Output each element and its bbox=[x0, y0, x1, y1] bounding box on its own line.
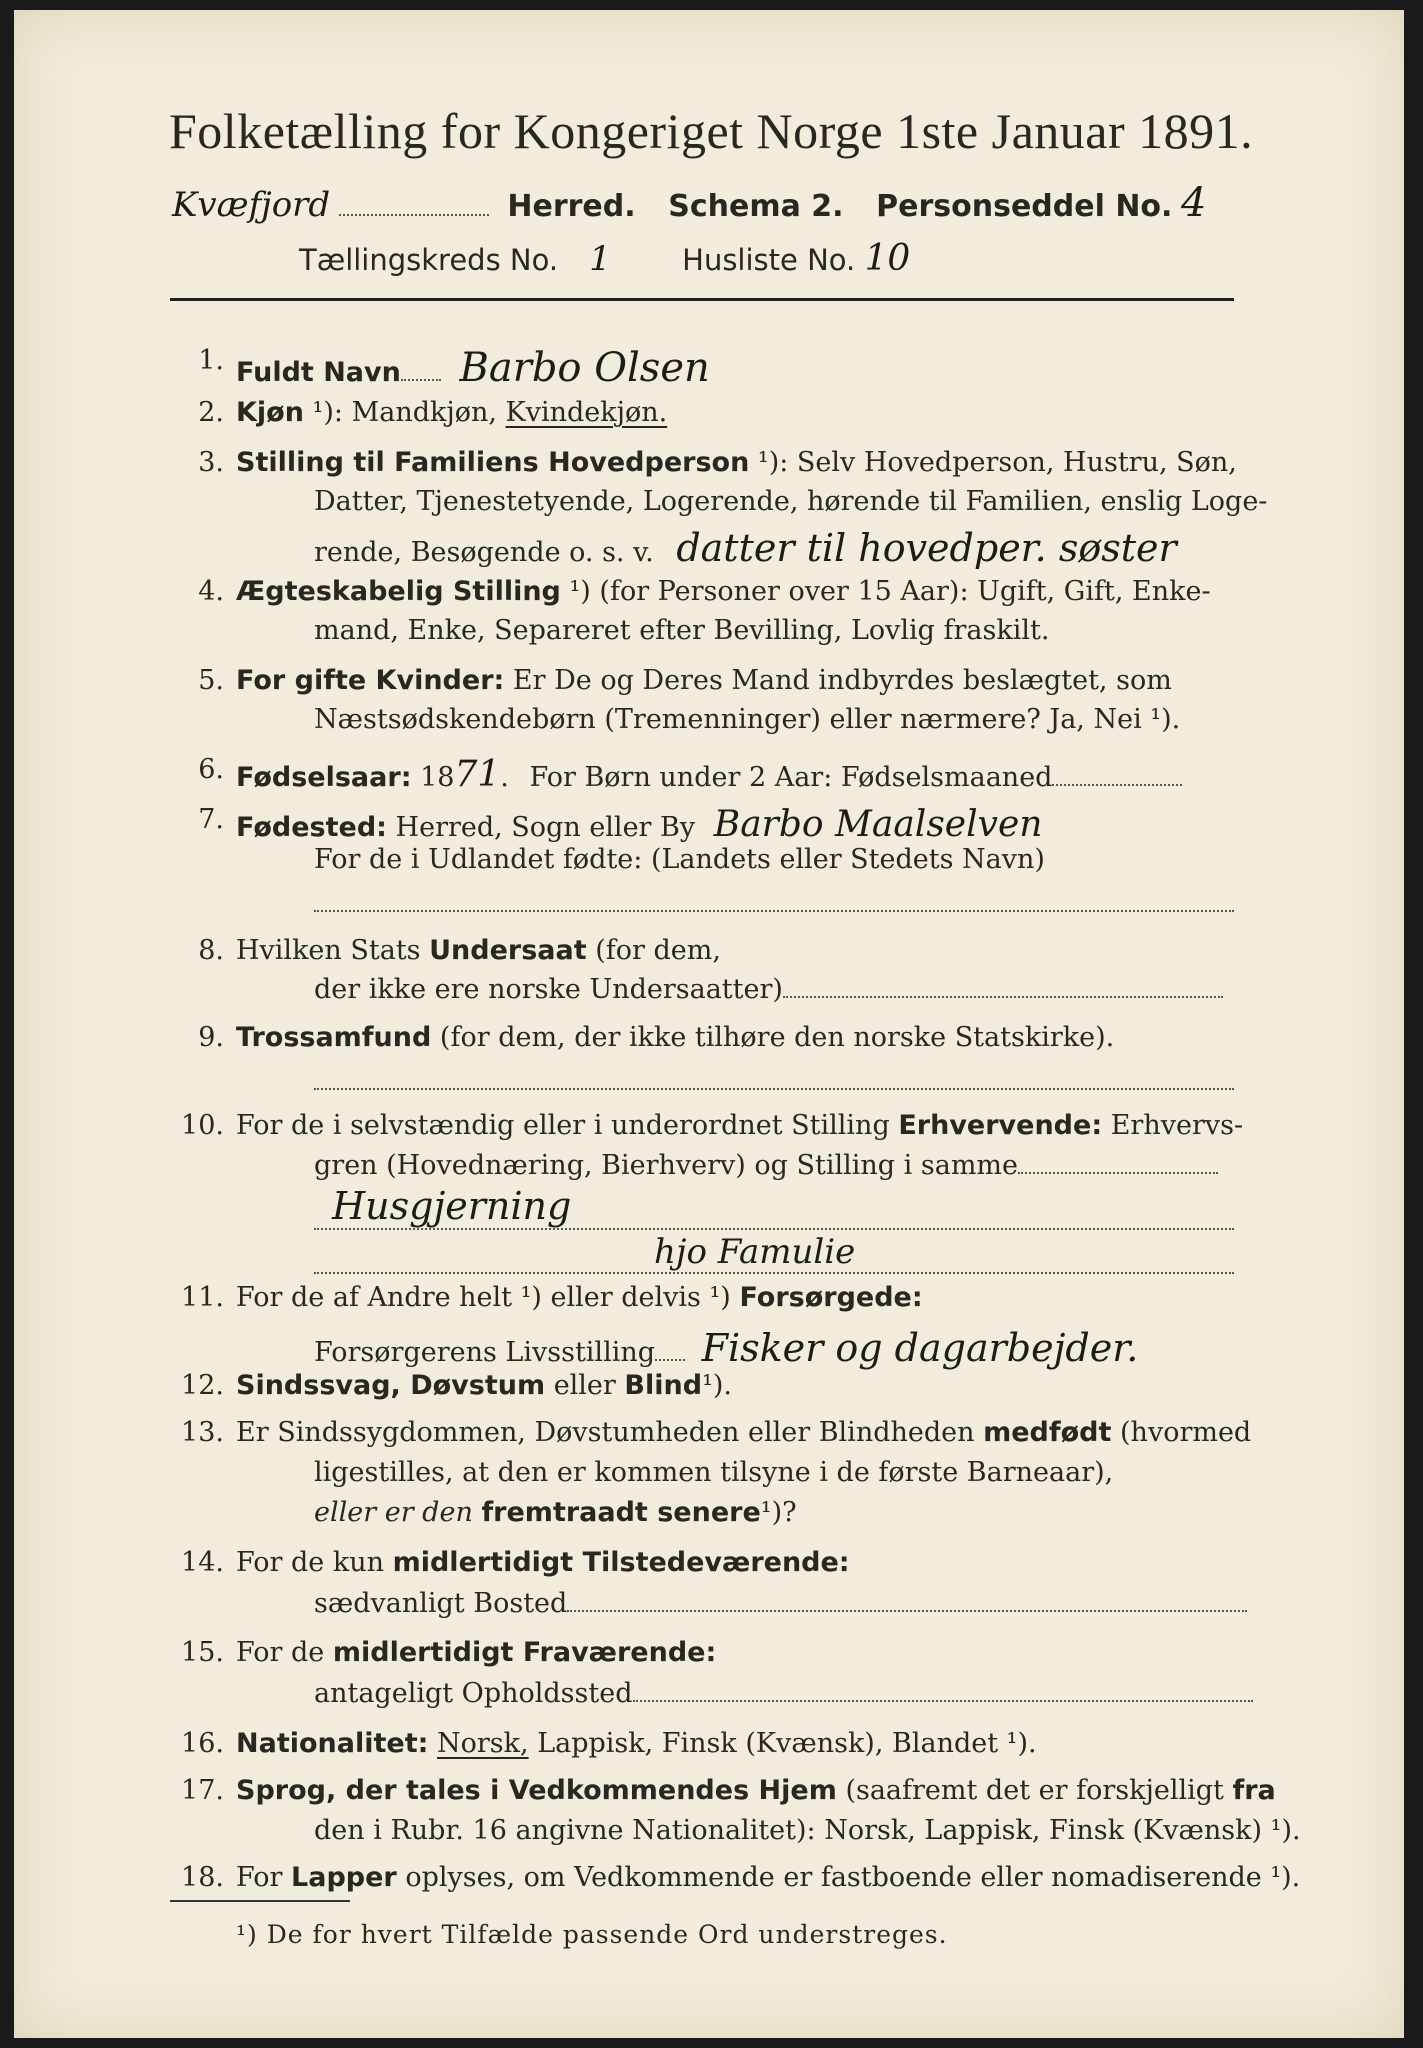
schema-label: Schema 2. bbox=[668, 189, 844, 224]
item-supported-line2 bbox=[314, 1326, 1138, 1370]
item-text: antageligt Opholdssted bbox=[314, 1678, 633, 1709]
item-nationality bbox=[236, 1728, 1037, 1759]
item-text: Hvilken Stats bbox=[236, 935, 421, 966]
answer-dotline bbox=[314, 1088, 1234, 1090]
item-number: 6. bbox=[198, 754, 224, 785]
item-sex: Kjøn ¹): Mandkjøn, Kvindekjøn. bbox=[236, 397, 668, 428]
item-married-women bbox=[236, 665, 1172, 696]
item-number: 4. bbox=[198, 576, 224, 607]
item-number: 7. bbox=[198, 804, 224, 835]
item-position: Stilling til Familiens Hovedperson ¹): Selv Hovedperson, Hustru, Søn, bbox=[236, 447, 1237, 478]
item-text: sædvanligt Bosted bbox=[314, 1588, 568, 1619]
census-form bbox=[14, 10, 1404, 2038]
item-occupation bbox=[236, 1110, 1243, 1141]
item-number: 5. bbox=[198, 665, 224, 696]
item-text: ¹). bbox=[702, 1370, 733, 1401]
item-marital: Ægteskabelig Stilling ¹) (for Personer over 15 Aar): Ugift, Gift, Enke- bbox=[236, 576, 1211, 607]
item-text: ): Selv Hovedperson, Hustru, Søn, bbox=[768, 447, 1237, 478]
item-occupation-line2 bbox=[314, 1150, 1218, 1181]
occupation-answer: Husgjerning bbox=[332, 1184, 572, 1228]
item-label: Blind bbox=[624, 1370, 703, 1401]
item-temporary-present-line2 bbox=[314, 1588, 1247, 1619]
item-text: Forsørgerens Livsstilling bbox=[314, 1337, 656, 1368]
item-label: Ægteskabelig Stilling bbox=[236, 576, 561, 607]
year-prefix: 18 bbox=[420, 762, 455, 793]
item-text: Lappisk, Finsk (Kvænsk), Blandet ¹). bbox=[537, 1728, 1037, 1759]
personseddel-number: 4 bbox=[1181, 180, 1207, 226]
kreds-line bbox=[299, 238, 910, 279]
name-answer: Barbo Olsen bbox=[459, 345, 710, 391]
kreds-number: 1 bbox=[589, 239, 611, 279]
footnote: ¹) De for hvert Tilfælde passende Ord understreges. bbox=[236, 1920, 948, 1949]
husliste-number: 10 bbox=[864, 238, 911, 279]
item-number: 11. bbox=[181, 1282, 224, 1313]
birthplace-answer: Barbo Maalselven bbox=[713, 804, 1043, 845]
item-label: Trossamfund bbox=[236, 1022, 432, 1053]
item-number: 16. bbox=[181, 1728, 224, 1759]
item-label: Lapper bbox=[291, 1862, 397, 1893]
header-rule bbox=[170, 298, 1234, 301]
item-number: 10. bbox=[181, 1110, 224, 1141]
item-number: 12. bbox=[181, 1370, 224, 1401]
item-number: 14. bbox=[181, 1547, 224, 1578]
item-number: 15. bbox=[181, 1637, 224, 1668]
item-number: 9. bbox=[198, 1022, 224, 1053]
item-number: 2. bbox=[198, 397, 224, 428]
selected-option: Norsk, bbox=[437, 1728, 529, 1759]
herred-label: Herred. bbox=[507, 189, 636, 224]
occupation-answer: hjo Famulie bbox=[654, 1232, 856, 1272]
answer-dotline bbox=[314, 1228, 1234, 1230]
item-text: (saafremt det er forskjelligt bbox=[845, 1775, 1224, 1806]
item-citizenship bbox=[236, 935, 721, 966]
item-number: 1. bbox=[198, 345, 224, 376]
item-text: eller bbox=[553, 1370, 616, 1401]
item-label: Sprog, der tales i Vedkommendes Hjem bbox=[236, 1775, 837, 1806]
herred-handwritten: Kvæfjord bbox=[172, 185, 331, 225]
year-answer: 71 bbox=[454, 754, 501, 795]
item-supported bbox=[236, 1282, 923, 1313]
item-number: 18. bbox=[181, 1862, 224, 1893]
item-number: 13. bbox=[181, 1417, 224, 1448]
item-full-name bbox=[236, 345, 710, 391]
item-text: Er Sindssygdommen, Døvstumheden eller Blindheden bbox=[236, 1417, 975, 1448]
herred-line bbox=[172, 180, 1206, 226]
item-temporary-absent bbox=[236, 1637, 716, 1668]
item-language bbox=[236, 1775, 1276, 1806]
item-birth-year: Fødselsaar: 1871. For Børn under 2 Aar: Fødselsmaaned bbox=[236, 754, 1182, 795]
item-text: For bbox=[236, 1862, 283, 1893]
item-text: eller er den bbox=[314, 1497, 473, 1528]
item-temporary-present bbox=[236, 1547, 850, 1578]
item-number: 3. bbox=[198, 447, 224, 478]
item-label: Forsørgede: bbox=[739, 1282, 923, 1313]
item-religion bbox=[236, 1022, 1114, 1053]
item-text: mand, Enke, Separeret efter Bevilling, Lovlig fraskilt. bbox=[314, 615, 1050, 646]
item-label: Kjøn bbox=[236, 397, 304, 428]
item-label: Fødselsaar: bbox=[236, 762, 412, 793]
occupation-answer-1 bbox=[332, 1184, 571, 1228]
item-label: midlertidigt Fraværende: bbox=[332, 1637, 717, 1668]
item-text: For de bbox=[236, 1637, 325, 1668]
item-label: Fuldt Navn bbox=[236, 357, 401, 388]
occupation-answer-2 bbox=[654, 1232, 855, 1272]
item-text: (for dem, der ikke tilhøre den norske Statskirke). bbox=[439, 1022, 1115, 1053]
item-label: Nationalitet: bbox=[236, 1728, 429, 1759]
item-text: der ikke ere norske Undersaatter) bbox=[314, 974, 783, 1005]
answer-dotline bbox=[314, 1272, 1234, 1274]
kreds-label: Tællingskreds No. bbox=[299, 243, 559, 277]
item-temporary-absent-line2 bbox=[314, 1678, 1253, 1709]
provider-answer: Fisker og dagarbejder. bbox=[701, 1326, 1139, 1370]
item-text: Erhvervs- bbox=[1110, 1110, 1244, 1141]
item-label: Erhvervende: bbox=[898, 1110, 1103, 1141]
item-text: ligestilles, at den er kommen tilsyne i de første Barneaar), bbox=[314, 1457, 1114, 1488]
item-congenital bbox=[236, 1417, 1251, 1448]
item-text: ): Mandkjøn, bbox=[323, 397, 497, 428]
item-label: Fødested: bbox=[236, 812, 387, 843]
item-text: (hvormed bbox=[1120, 1417, 1252, 1448]
personseddel-label: Personseddel No. bbox=[876, 189, 1173, 224]
item-text: den i Rubr. 16 angivne Nationalitet): Norsk, Lappisk, Finsk (Kvænsk) ¹). bbox=[314, 1815, 1301, 1846]
selected-option: Kvindekjøn. bbox=[505, 397, 668, 428]
item-text: Herred, Sogn eller By bbox=[395, 812, 696, 843]
item-congenital-line3 bbox=[314, 1497, 797, 1528]
form-title: Folketælling for Kongeriget Norge 1ste Januar 1891. bbox=[169, 103, 1254, 159]
answer-dotline bbox=[314, 910, 1234, 912]
item-label: Sindssvag, Døvstum bbox=[236, 1370, 546, 1401]
item-citizenship-line2 bbox=[314, 974, 1223, 1005]
item-label: medfødt bbox=[983, 1417, 1112, 1448]
item-text: Er De og Deres Mand indbyrdes beslægtet, som bbox=[512, 665, 1172, 696]
item-text: For Børn under 2 Aar: Fødselsmaaned bbox=[529, 762, 1053, 793]
item-text: Næstsødskendebørn (Tremenninger) eller nærmere? Ja, Nei ¹). bbox=[314, 704, 1181, 735]
footnote-rule bbox=[170, 1900, 350, 1902]
item-number: 8. bbox=[198, 935, 224, 966]
item-label: Stilling til Familiens Hovedperson bbox=[236, 447, 750, 478]
item-text: For de af Andre helt ¹) eller delvis ¹) bbox=[236, 1282, 731, 1313]
item-text: (for dem, bbox=[595, 935, 721, 966]
item-lapps bbox=[236, 1862, 1300, 1893]
item-text: ¹)? bbox=[760, 1497, 797, 1528]
item-label: midlertidigt Tilstedeværende: bbox=[392, 1547, 850, 1578]
item-text: For de i selvstændig eller i underordnet Stilling bbox=[236, 1110, 890, 1141]
item-text: For de kun bbox=[236, 1547, 384, 1578]
item-text: oplyses, om Vedkommende er fastboende eller nomadiserende ¹). bbox=[405, 1862, 1301, 1893]
item-text: rende, Besøgende o. s. v. bbox=[314, 537, 654, 568]
item-label: fra bbox=[1232, 1775, 1276, 1806]
position-answer: datter til hovedper. søster bbox=[676, 526, 1177, 570]
item-birthplace bbox=[236, 804, 1042, 845]
item-number: 17. bbox=[181, 1775, 224, 1806]
item-label: fremtraadt senere bbox=[481, 1497, 761, 1528]
item-text: ) (for Personer over 15 Aar): Ugift, Gift, Enke- bbox=[580, 576, 1211, 607]
item-disability bbox=[236, 1370, 732, 1401]
item-label: For gifte Kvinder: bbox=[236, 665, 505, 696]
item-position-answer-line bbox=[314, 526, 1177, 570]
item-text: For de i Udlandet fødte: (Landets eller Stedets Navn) bbox=[314, 844, 1045, 875]
item-label: Undersaat bbox=[429, 935, 587, 966]
item-text: gren (Hovednæring, Bierhverv) og Stilling i samme bbox=[314, 1150, 1019, 1181]
item-text: Datter, Tjenestetyende, Logerende, hørende til Familien, enslig Loge- bbox=[314, 486, 1268, 517]
husliste-label: Husliste No. bbox=[682, 243, 856, 277]
